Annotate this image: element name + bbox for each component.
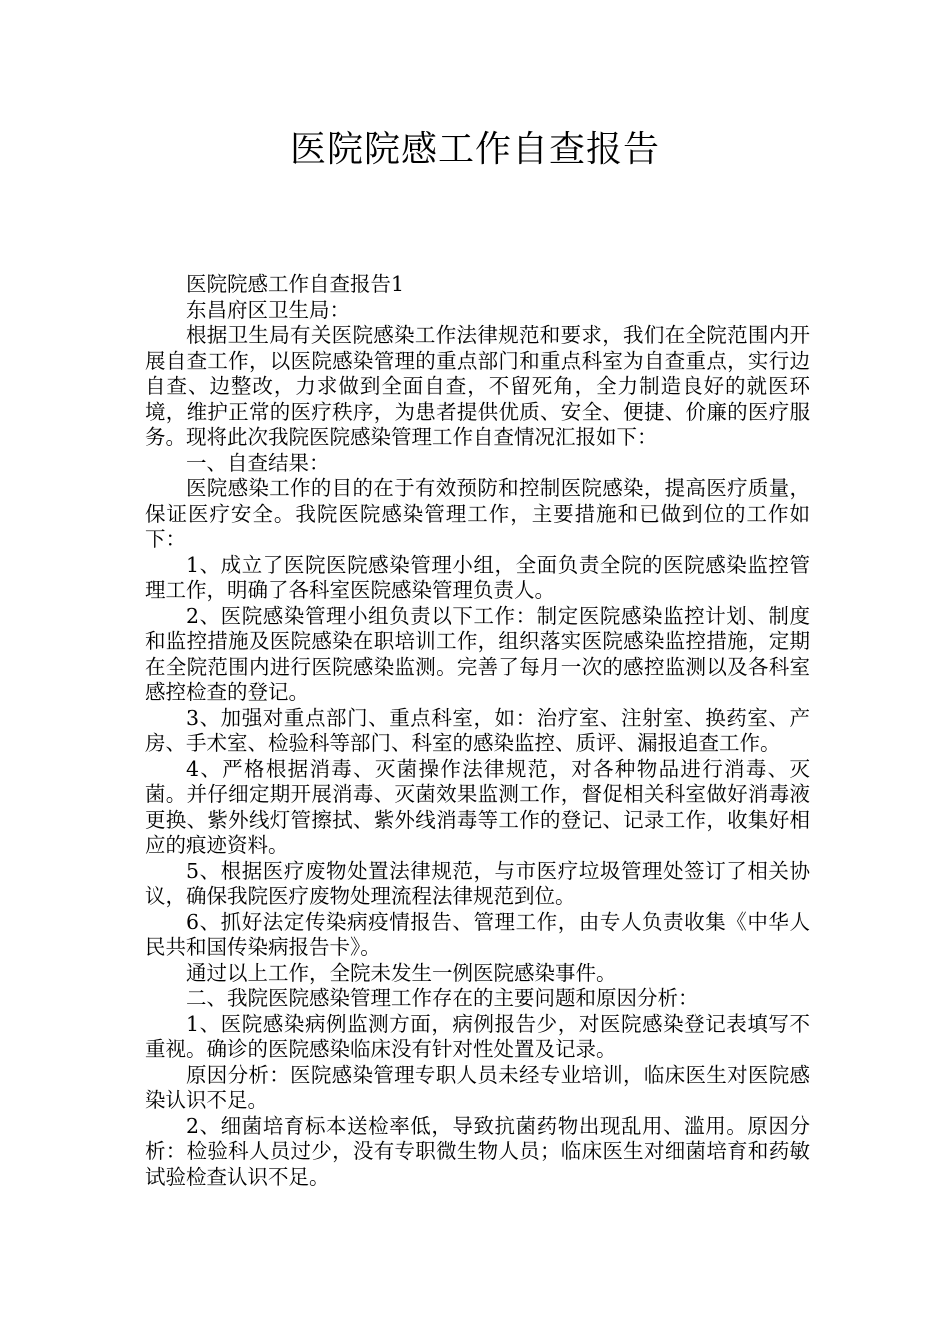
list-item: 2、医院感染管理小组负责以下工作：制定医院感染监控计划、制度和监控措施及医院感染在职培训工作，组织落实医院感染监控措施，定期在全院范围内进行医院感染监测。完善了每月一次的感控监测以及各科室感控检查的登记。 bbox=[145, 603, 810, 704]
document-title: 医院院感工作自查报告 bbox=[289, 129, 660, 170]
list-item: 5、根据医疗废物处置法律规范，与市医疗垃圾管理处签订了相关协议，确保我院医疗废物处理流程法律规范到位。 bbox=[145, 858, 810, 908]
paragraph: 通过以上工作，全院未发生一例医院感染事件。 bbox=[186, 960, 617, 985]
paragraph: 医院感染工作的目的在于有效预防和控制医院感染，提高医疗质量，保证医疗安全。我院医院感染管理工作，主要措施和已做到位的工作如下： bbox=[145, 476, 810, 551]
list-item: 2、细菌培育标本送检率低，导致抗菌药物出现乱用、滥用。原因分析：检验科人员过少，没有专职微生物人员；临床医生对细菌培育和药敏试验检查认识不足。 bbox=[145, 1113, 810, 1189]
paragraph: 原因分析：医院感染管理专职人员未经专业培训，临床医生对医院感染认识不足。 bbox=[145, 1062, 810, 1112]
paragraph: 根据卫生局有关医院感染工作法律规范和要求，我们在全院范围内开展自查工作，以医院感染管理的重点部门和重点科室为自查重点，实行边自查、边整改，力求做到全面自查，不留死角，全力制造良好的就医环境，维护正常的医疗秩序，为患者提供优质、安全、便捷、价廉的医疗服务。现将此次我院医院感染管理工作自查情况汇报如下： bbox=[145, 323, 810, 449]
section-heading: 二、我院医院感染管理工作存在的主要问题和原因分析： bbox=[186, 986, 699, 1010]
list-item: 3、加强对重点部门、重点科室，如：治疗室、注射室、换药室、产房、手术室、检验科等部门、科室的感染监控、质评、漏报追查工作。 bbox=[145, 705, 810, 755]
list-item: 6、抓好法定传染病疫情报告、管理工作，由专人负责收集《中华人民共和国传染病报告卡》。 bbox=[145, 909, 810, 959]
addressee: 东昌府区卫生局： bbox=[186, 297, 350, 322]
section-heading: 一、自查结果： bbox=[186, 450, 330, 475]
list-item: 1、成立了医院医院感染管理小组，全面负责全院的医院感染监控管理工作，明确了各科室医院感染管理负责人。 bbox=[145, 552, 810, 602]
list-item: 1、医院感染病例监测方面，病例报告少，对医院感染登记表填写不重视。确诊的医院感染临床没有针对性处置及记录。 bbox=[145, 1011, 810, 1061]
section-heading: 医院院感工作自查报告1 bbox=[186, 272, 405, 296]
list-item: 4、严格根据消毒、灭菌操作法律规范，对各种物品进行消毒、灭菌。并仔细定期开展消毒、灭菌效果监测工作，督促相关科室做好消毒液更换、紫外线灯管擦拭、紫外线消毒等工作的登记、记录工作，收集好相应的痕迹资料。 bbox=[145, 756, 810, 857]
document-body bbox=[145, 272, 810, 1190]
